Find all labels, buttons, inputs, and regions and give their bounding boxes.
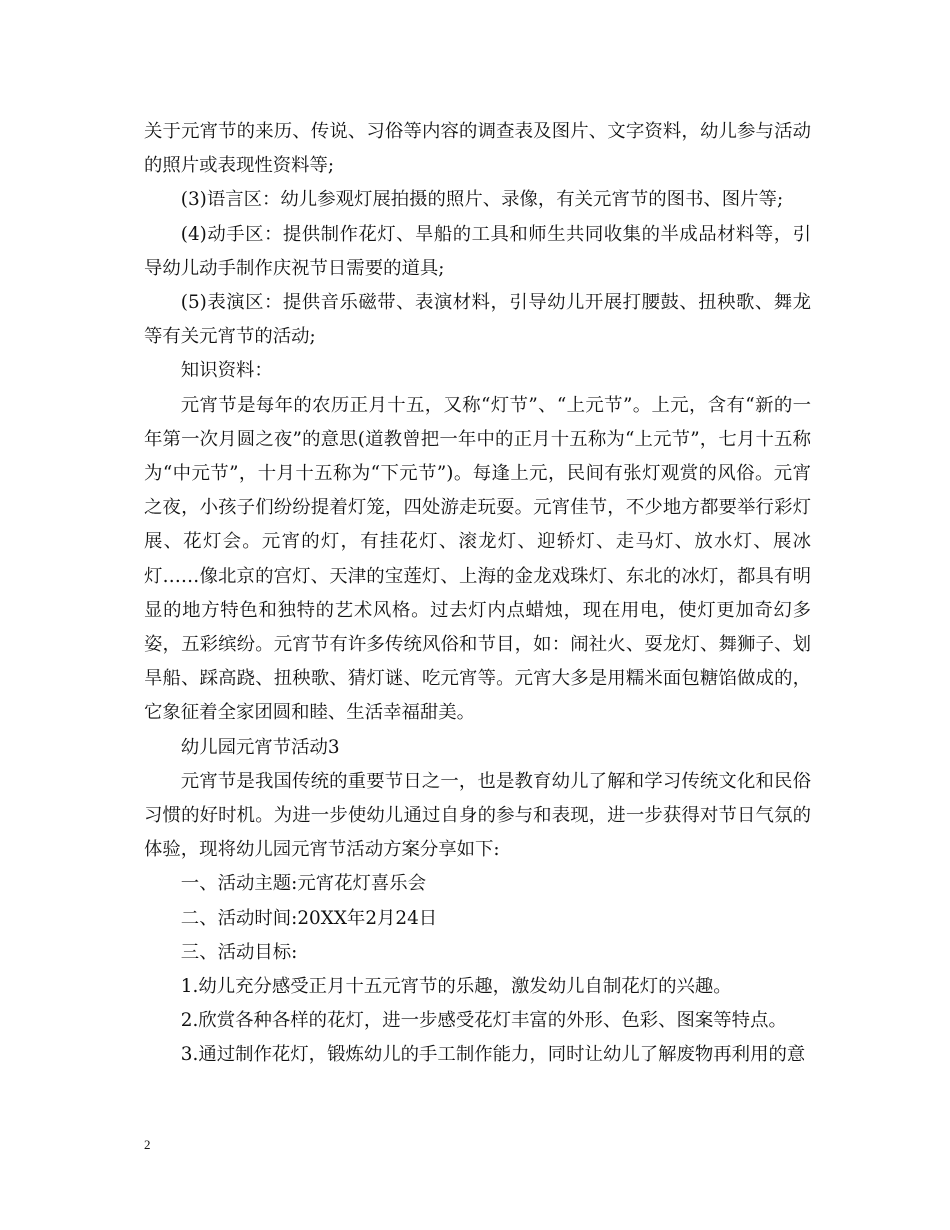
paragraph: (4)动手区：提供制作花灯、旱船的工具和师生共同收集的半成品材料等，引导幼儿动手制作庆祝节日需要的道具; [144, 223, 811, 279]
page-number: 2 [144, 1137, 151, 1152]
paragraph: 元宵节是每年的农历正月十五，又称“灯节”、“上元节”。上元，含有“新的一年第一次月圆之夜”的意思(道教曾把一年中的正月十五称为“上元节”，七月十五称为“中元节”，十月十五称为“下元节”)。每逢上元，民间有张灯观赏的风俗。元宵之夜，小孩子们纷纷提着灯笼，四处游走玩耍。元宵佳节，不少地方都要举行彩灯展、花灯会。元宵的灯，有挂花灯、滚龙灯、迎轿灯、走马灯、放水灯、展冰灯……像北京的宫灯、天津的宝莲灯、上海的金龙戏珠灯、东北的冰灯，都具有明显的地方特色和独特的艺术风格。过去灯内点蜡烛，现在用电，使灯更加奇幻多姿，五彩缤纷。元宵节有许多传统风俗和节目，如：闹社火、耍龙灯、舞狮子、划旱船、踩高跷、扭秧歌、猜灯谜、吃元宵等。元宵大多是用糯米面包糖馅做成的，它象征着全家团圆和睦、生活幸福甜美。 [144, 394, 811, 724]
list-item: 2.欣赏各种各样的花灯，进一步感受花灯丰富的外形、色彩、图案等特点。 [180, 1010, 787, 1032]
section-heading: 幼儿园元宵节活动3 [180, 736, 340, 758]
list-item: 1.幼儿充分感受正月十五元宵节的乐趣，激发幼儿自制花灯的兴趣。 [180, 976, 732, 998]
list-item: 三、活动目标: [180, 941, 298, 963]
paragraph: 关于元宵节的来历、传说、习俗等内容的调查表及图片、文字资料，幼儿参与活动的照片或表现性资料等; [144, 121, 811, 177]
paragraph: 元宵节是我国传统的重要节日之一，也是教育幼儿了解和学习传统文化和民俗习惯的好时机。为进一步使幼儿通过自身的参与和表现，进一步获得对节日气氛的体验，现将幼儿园元宵节活动方案分享如下: [144, 770, 811, 861]
list-item: 3.通过制作花灯，锻炼幼儿的手工制作能力，同时让幼儿了解废物再利用的意 [180, 1044, 806, 1066]
paragraph: (3)语言区：幼儿参观灯展拍摄的照片、录像，有关元宵节的图书、图片等; [180, 189, 784, 211]
list-item: 二、活动时间:20XX年2月24日 [180, 907, 438, 929]
paragraph: (5)表演区：提供音乐磁带、表演材料，引导幼儿开展打腰鼓、扭秧歌、舞龙等有关元宵节的活动; [144, 292, 811, 348]
paragraph: 知识资料： [180, 360, 273, 382]
body-text [144, 115, 811, 1073]
list-item: 一、活动主题:元宵花灯喜乐会 [180, 873, 427, 895]
